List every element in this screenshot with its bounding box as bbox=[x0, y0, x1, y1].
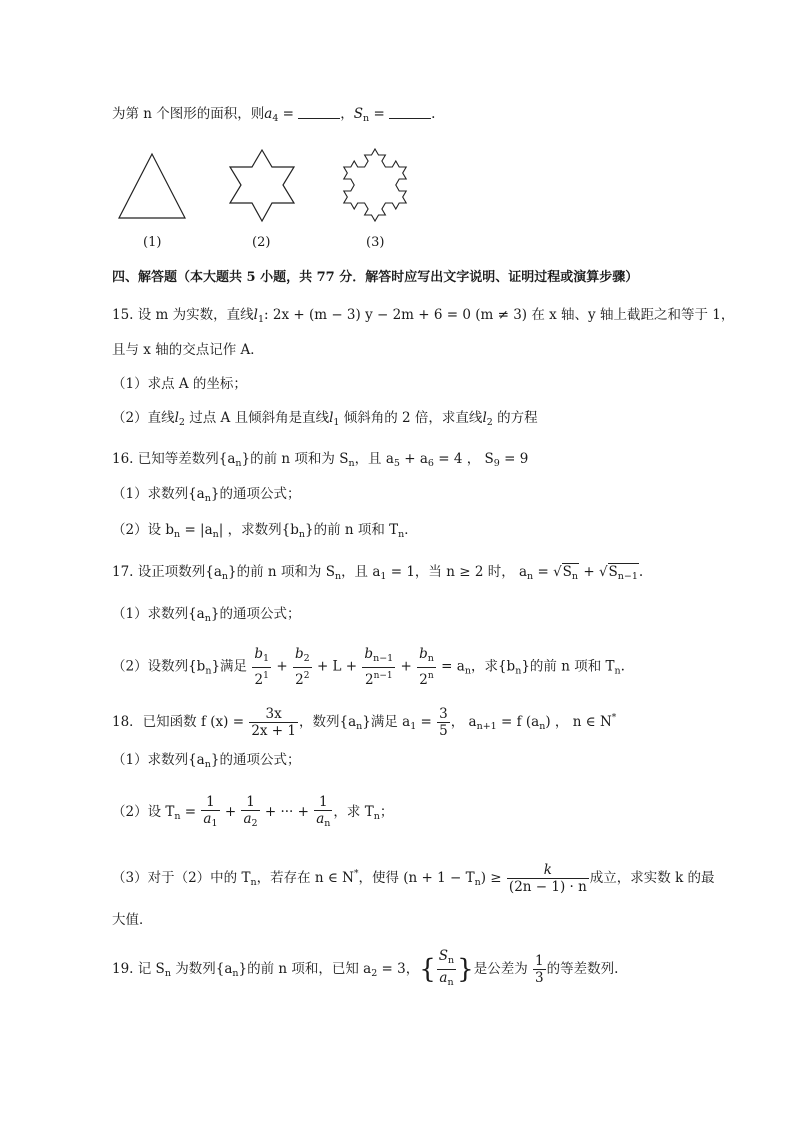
sub: n bbox=[515, 665, 522, 677]
sub: 2 bbox=[251, 817, 258, 829]
sub: 5 bbox=[393, 458, 400, 469]
star-figure bbox=[230, 150, 294, 221]
sub: n+1 bbox=[476, 721, 497, 732]
q16-p2-e: ． bbox=[404, 522, 418, 538]
q16-c: ，且 a bbox=[354, 451, 394, 467]
sub: 1 bbox=[380, 571, 387, 582]
fraction-a1 bbox=[437, 706, 450, 739]
q17-p2-a: （2）设数列{b bbox=[112, 658, 206, 675]
dots: + L + bbox=[312, 658, 362, 675]
q15-p2-a: （2）直线 bbox=[112, 410, 175, 426]
num: b bbox=[364, 646, 374, 662]
sub: n bbox=[464, 665, 471, 677]
fraction-b1 bbox=[252, 646, 271, 688]
sub: n bbox=[539, 721, 546, 732]
num: b bbox=[419, 646, 428, 662]
plus: + bbox=[272, 658, 292, 675]
q17-p2-e: }的前 n 项和 T bbox=[521, 658, 615, 675]
num: 1 bbox=[535, 953, 544, 969]
q18-p3-d: ) ≥ bbox=[480, 870, 506, 886]
l-symbol: l bbox=[174, 410, 179, 426]
q15-p2-e: 倾斜角的 2 倍，求直线 bbox=[339, 410, 483, 426]
equals: = bbox=[369, 106, 390, 122]
l-subscript: 2 bbox=[486, 417, 493, 428]
q17-p2-f: . bbox=[620, 658, 625, 675]
sub: n bbox=[164, 968, 171, 979]
sub: n bbox=[527, 571, 534, 582]
q15-line1 bbox=[112, 305, 734, 330]
sub: n bbox=[232, 968, 239, 979]
num: 3 bbox=[439, 706, 448, 722]
q16-e: = 4 ， S bbox=[433, 451, 494, 467]
q16-p2-b: = |a bbox=[180, 522, 213, 538]
sn-symbol: S bbox=[353, 106, 364, 122]
q18-e: ， a bbox=[450, 714, 477, 730]
fraction-b2 bbox=[293, 646, 312, 688]
fraction-bn bbox=[417, 646, 436, 688]
sub: n bbox=[447, 977, 454, 988]
sub: n bbox=[427, 653, 434, 664]
q16-p2-c: | ，求数列{b bbox=[218, 522, 299, 538]
q17-h: S bbox=[608, 564, 618, 580]
figure-label-3: (3) bbox=[366, 235, 385, 250]
q16-part2 bbox=[112, 520, 418, 545]
q18-part1 bbox=[112, 750, 300, 775]
q18-p2-a: （2）设 T bbox=[112, 804, 175, 820]
sub: n bbox=[204, 493, 211, 504]
sup: n−1 bbox=[373, 671, 393, 681]
q18-p1-b: }的通项公式； bbox=[210, 752, 301, 768]
q18-g: ) ， n ∈ N bbox=[545, 714, 612, 730]
q18-b: ，数列{a bbox=[299, 714, 357, 730]
sub: 6 bbox=[427, 458, 434, 469]
figure-label-2: (2) bbox=[252, 235, 271, 250]
plus: + bbox=[396, 658, 417, 675]
den: a bbox=[439, 970, 448, 986]
sub: n bbox=[373, 811, 380, 822]
q17-p1-b: }的通项公式； bbox=[210, 606, 301, 622]
q16-b: }的前 n 项和为 S bbox=[241, 451, 349, 467]
q17-line bbox=[112, 562, 643, 587]
dots: + ··· + bbox=[260, 804, 314, 820]
q18-p2-c: ，求 T bbox=[333, 804, 374, 820]
sub: n bbox=[398, 529, 405, 540]
q19-a: 19. 记 S bbox=[112, 961, 165, 977]
sub: n bbox=[356, 721, 363, 732]
sup: n bbox=[427, 671, 434, 681]
den: 5 bbox=[439, 723, 448, 739]
a4-subscript: 4 bbox=[272, 113, 279, 124]
fraction-sn-an bbox=[437, 948, 456, 991]
den: 2x + 1 bbox=[251, 723, 296, 739]
sub: 1 bbox=[410, 721, 417, 732]
q15-text-a: 15. 设 m 为实数，直线 bbox=[112, 307, 254, 323]
q16-f: = 9 bbox=[499, 451, 529, 467]
sub: 2 bbox=[371, 968, 378, 979]
num: 1 bbox=[201, 794, 219, 811]
l-symbol: l bbox=[329, 410, 334, 426]
q16-p1-b: }的通项公式； bbox=[210, 486, 301, 502]
q18-f: = f (a bbox=[496, 714, 540, 730]
section-heading: 四、解答题（本大题共 5 小题，共 77 分．解答时应写出文字说明、证明过程或演算步骤） bbox=[112, 270, 639, 285]
q15-text-c: : 2x + (m − 3) y − 2m + 6 = 0 (m ≠ 3) 在 x 轴、y 轴上截距之和等于 1， bbox=[264, 307, 735, 323]
num: 1 bbox=[314, 794, 332, 811]
q18-part3 bbox=[112, 854, 715, 903]
right-brace: } bbox=[457, 954, 474, 985]
q17-c: ，且 a bbox=[341, 564, 381, 580]
sub: n bbox=[204, 613, 211, 624]
answer-blank-sn[interactable] bbox=[389, 106, 431, 119]
sub: n bbox=[334, 571, 342, 582]
den: 2 bbox=[364, 672, 374, 688]
fraction-1-a1 bbox=[201, 794, 219, 832]
figure-label-1: (1) bbox=[143, 235, 162, 250]
sub: n bbox=[348, 458, 355, 469]
q15-p2-c: 过点 A 且倾斜角是直线 bbox=[184, 410, 330, 426]
fraction-bn-1 bbox=[362, 646, 395, 688]
l-symbol: l bbox=[253, 307, 258, 323]
den: 2 bbox=[295, 672, 304, 688]
sub: 1 bbox=[263, 653, 270, 664]
sub: n bbox=[204, 759, 211, 770]
q18-p1-a: （1）求数列{a bbox=[112, 752, 205, 768]
den: a bbox=[316, 810, 325, 827]
num: S bbox=[438, 948, 449, 964]
sub: n bbox=[205, 665, 212, 677]
den: a bbox=[203, 810, 212, 827]
sub: n−1 bbox=[373, 653, 394, 664]
sub: n bbox=[448, 955, 455, 966]
den: 2 bbox=[419, 672, 428, 688]
sub: n bbox=[474, 877, 481, 888]
q18-a: 18．已知函数 f (x) = bbox=[112, 714, 249, 730]
sub: n bbox=[250, 877, 257, 888]
triangle-figure bbox=[119, 154, 185, 218]
sub: n bbox=[571, 571, 579, 582]
sup: * bbox=[611, 713, 617, 723]
q19-c: }的前 n 项和，已知 a bbox=[238, 961, 372, 977]
fraction-one-third bbox=[533, 953, 546, 986]
l-subscript: 2 bbox=[178, 417, 185, 428]
q15-part2 bbox=[112, 408, 538, 433]
sub: n bbox=[174, 529, 181, 540]
q19-e: 是公差为 bbox=[473, 961, 528, 977]
q18-p3-e: 成立，求实数 k 的最 bbox=[589, 870, 715, 886]
sub: n bbox=[324, 817, 331, 829]
q18-p3-c: ，使得 (n + 1 − T bbox=[358, 870, 475, 886]
q16-p2-d: }的前 n 项和 T bbox=[304, 522, 399, 538]
sub: n bbox=[212, 529, 219, 540]
sub: n bbox=[221, 571, 229, 582]
fraction-fx bbox=[249, 706, 298, 739]
q18-p2-d: ； bbox=[379, 804, 394, 820]
q19-f: 的等差数列. bbox=[546, 961, 619, 977]
num: 3x bbox=[249, 706, 298, 723]
plus: + bbox=[220, 804, 241, 820]
q17-f: S bbox=[562, 564, 572, 580]
intro-text: 为第 n 个图形的面积，则 bbox=[112, 106, 265, 122]
separator: ， bbox=[340, 106, 354, 122]
sup: * bbox=[353, 869, 359, 879]
a4-symbol: a bbox=[264, 106, 273, 122]
q17-a: 17. 设正项数列{a bbox=[112, 564, 222, 580]
q16-p2-a: （2）设 b bbox=[112, 522, 175, 538]
q16-part1 bbox=[112, 484, 300, 509]
sqrt-sign: = √ bbox=[533, 564, 562, 580]
sub: 2 bbox=[303, 653, 310, 664]
sub: 1 bbox=[211, 817, 218, 829]
q19-line bbox=[112, 948, 618, 994]
sub: n bbox=[614, 665, 621, 677]
snowflake-figure bbox=[344, 149, 406, 221]
sqrt-sign: + √ bbox=[579, 564, 608, 580]
fraction-1-a2 bbox=[241, 794, 259, 832]
q17-p1-a: （1）求数列{a bbox=[112, 606, 205, 622]
num: 1 bbox=[241, 794, 259, 811]
fraction-1-an bbox=[314, 794, 332, 832]
q15-part1: （1）求点 A 的坐标； bbox=[112, 376, 247, 392]
q18-part3-line2: 大值． bbox=[112, 912, 153, 928]
q18-p2-b: = bbox=[180, 804, 201, 820]
q15-p2-g: 的方程 bbox=[492, 410, 538, 426]
answer-blank-a4[interactable] bbox=[298, 106, 340, 119]
q16-line bbox=[112, 449, 528, 474]
q18-d: = bbox=[416, 714, 437, 730]
q17-b: }的前 n 项和为 S bbox=[228, 564, 335, 580]
q18-p3-a: （3）对于（2）中的 T bbox=[112, 870, 251, 886]
q17-i: . bbox=[638, 564, 644, 580]
sub: n bbox=[298, 529, 305, 540]
koch-figures bbox=[100, 140, 440, 230]
q16-p1-a: （1）求数列{a bbox=[112, 486, 205, 502]
sup: 1 bbox=[263, 671, 269, 681]
q19-d: = 3， bbox=[377, 961, 420, 977]
q16-a: 16. 已知等差数列{a bbox=[112, 451, 236, 467]
intro-line bbox=[112, 104, 435, 129]
period: . bbox=[431, 106, 436, 122]
q18-c: }满足 a bbox=[362, 714, 411, 730]
left-brace: { bbox=[419, 954, 436, 985]
den: 3 bbox=[535, 970, 544, 986]
q17-p2-d: ，求{b bbox=[470, 658, 516, 675]
l-subscript: 1 bbox=[333, 417, 340, 428]
q15-line2: 且与 x 轴的交点记作 A． bbox=[112, 342, 264, 358]
q18-p3-b: ，若存在 n ∈ N bbox=[256, 870, 354, 886]
q17-part2 bbox=[112, 646, 625, 692]
sub: n bbox=[235, 458, 242, 469]
sub: n−1 bbox=[617, 571, 638, 582]
num: k bbox=[507, 862, 589, 879]
l-subscript: 1 bbox=[257, 314, 265, 325]
q19-b: 为数列{a bbox=[170, 961, 233, 977]
q18-part2 bbox=[112, 792, 393, 837]
sub: 9 bbox=[493, 458, 500, 469]
den: 2 bbox=[254, 672, 264, 688]
den: a bbox=[243, 810, 252, 827]
den: (2n − 1) · n bbox=[508, 879, 587, 895]
q17-part1 bbox=[112, 604, 300, 629]
num: b bbox=[254, 646, 263, 662]
equals: = bbox=[278, 106, 299, 122]
q17-p2-b: }满足 bbox=[211, 658, 248, 675]
l-symbol: l bbox=[482, 410, 487, 426]
sub: n bbox=[174, 811, 181, 822]
num: b bbox=[294, 646, 304, 662]
q17-d: = 1，当 n ≥ 2 时， a bbox=[386, 564, 528, 580]
sn-subscript: n bbox=[363, 113, 370, 124]
q16-d: + a bbox=[399, 451, 428, 467]
q17-p2-c: = a bbox=[436, 658, 465, 675]
fraction-k bbox=[507, 862, 589, 895]
sup: 2 bbox=[303, 671, 310, 681]
q18-line bbox=[112, 698, 616, 747]
